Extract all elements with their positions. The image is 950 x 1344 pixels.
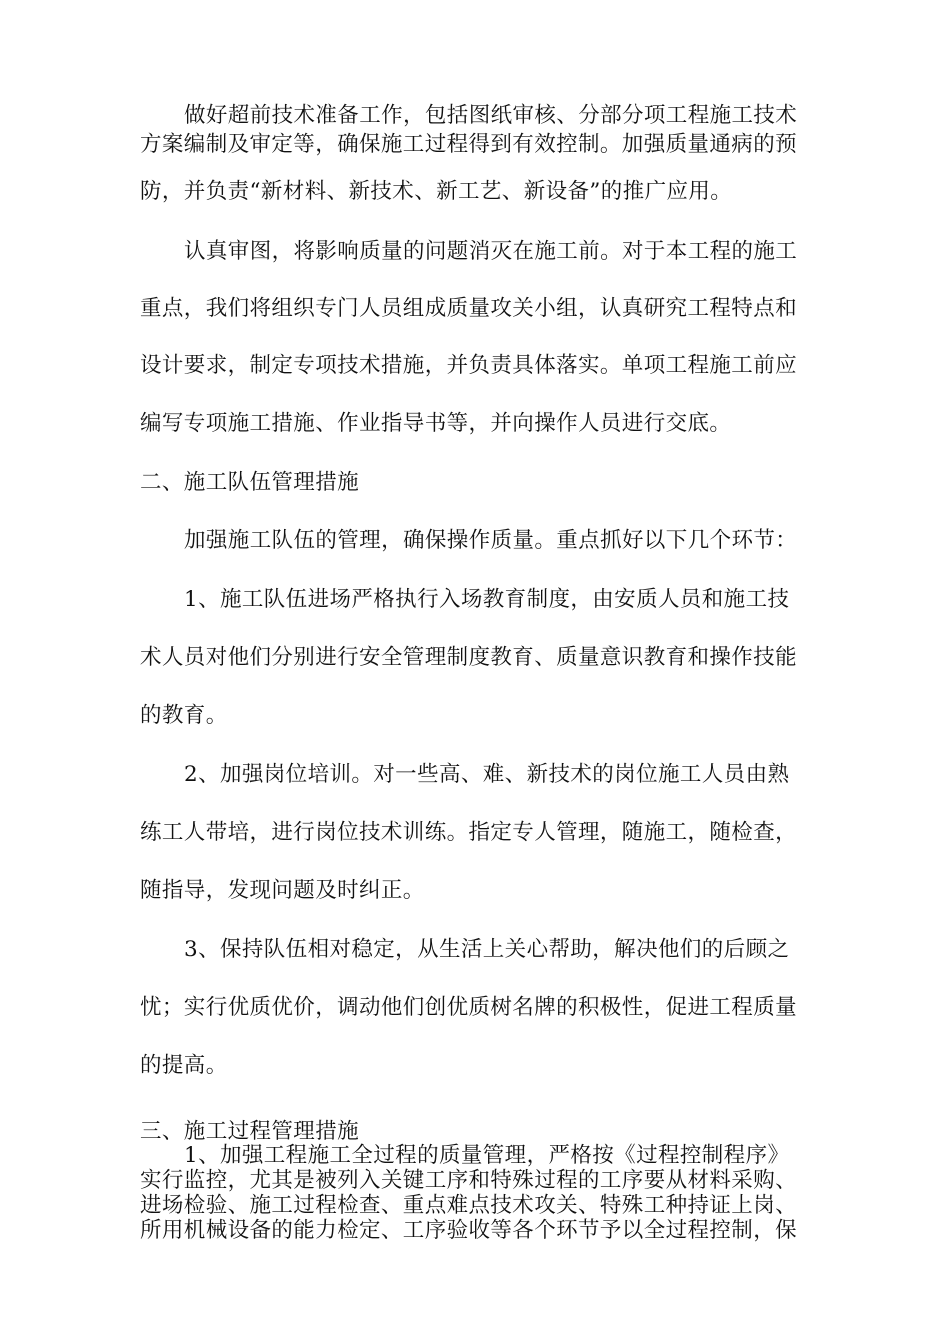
text-line: 编写专项施工措施、作业指导书等，并向操作人员进行交底。 (140, 411, 732, 436)
text-line: 随指导，发现问题及时纠正。 (140, 878, 425, 903)
text-line: 3、保持队伍相对稳定，从生活上关心帮助，解决他们的后顾之 (184, 937, 790, 962)
section-heading: 三、施工过程管理措施 (140, 1119, 360, 1144)
text-line: 加强施工队伍的管理，确保操作质量。重点抓好以下几个环节： (184, 528, 798, 553)
text-line: 忧；实行优质优价，调动他们创优质树名牌的积极性，促进工程质量 (140, 995, 798, 1020)
text-line: 1、加强工程施工全过程的质量管理，严格按《过程控制程序》 (184, 1143, 790, 1168)
text-line: 重点，我们将组织专门人员组成质量攻关小组，认真研究工程特点和 (140, 296, 798, 321)
text-line: 设计要求，制定专项技术措施，并负责具体落实。单项工程施工前应 (140, 353, 798, 378)
text-line: 的提高。 (140, 1053, 228, 1078)
text-line: 练工人带培，进行岗位技术训练。指定专人管理，随施工，随检查， (140, 820, 798, 845)
section-heading: 二、施工队伍管理措施 (140, 470, 360, 495)
text-line: 防，并负责“新材料、新技术、新工艺、新设备”的推广应用。 (140, 179, 733, 204)
text-line: 认真审图，将影响质量的问题消灭在施工前。对于本工程的施工 (184, 239, 798, 264)
text-line: 进场检验、施工过程检查、重点难点技术攻关、特殊工种持证上岗、 (140, 1193, 798, 1218)
text-line: 方案编制及审定等，确保施工过程得到有效控制。加强质量通病的预 (140, 132, 798, 157)
text-line: 术人员对他们分别进行安全管理制度教育、质量意识教育和操作技能 (140, 645, 798, 670)
text-line: 1、施工队伍进场严格执行入场教育制度，由安质人员和施工技 (184, 587, 790, 612)
text-line: 所用机械设备的能力检定、工序验收等各个环节予以全过程控制，保 (140, 1218, 798, 1243)
text-line: 的教育。 (140, 703, 228, 728)
text-line: 做好超前技术准备工作，包括图纸审核、分部分项工程施工技术 (184, 103, 798, 128)
text-line: 实行监控，尤其是被列入关键工序和特殊过程的工序要从材料采购、 (140, 1168, 798, 1193)
text-line: 2、加强岗位培训。对一些高、难、新技术的岗位施工人员由熟 (184, 762, 790, 787)
